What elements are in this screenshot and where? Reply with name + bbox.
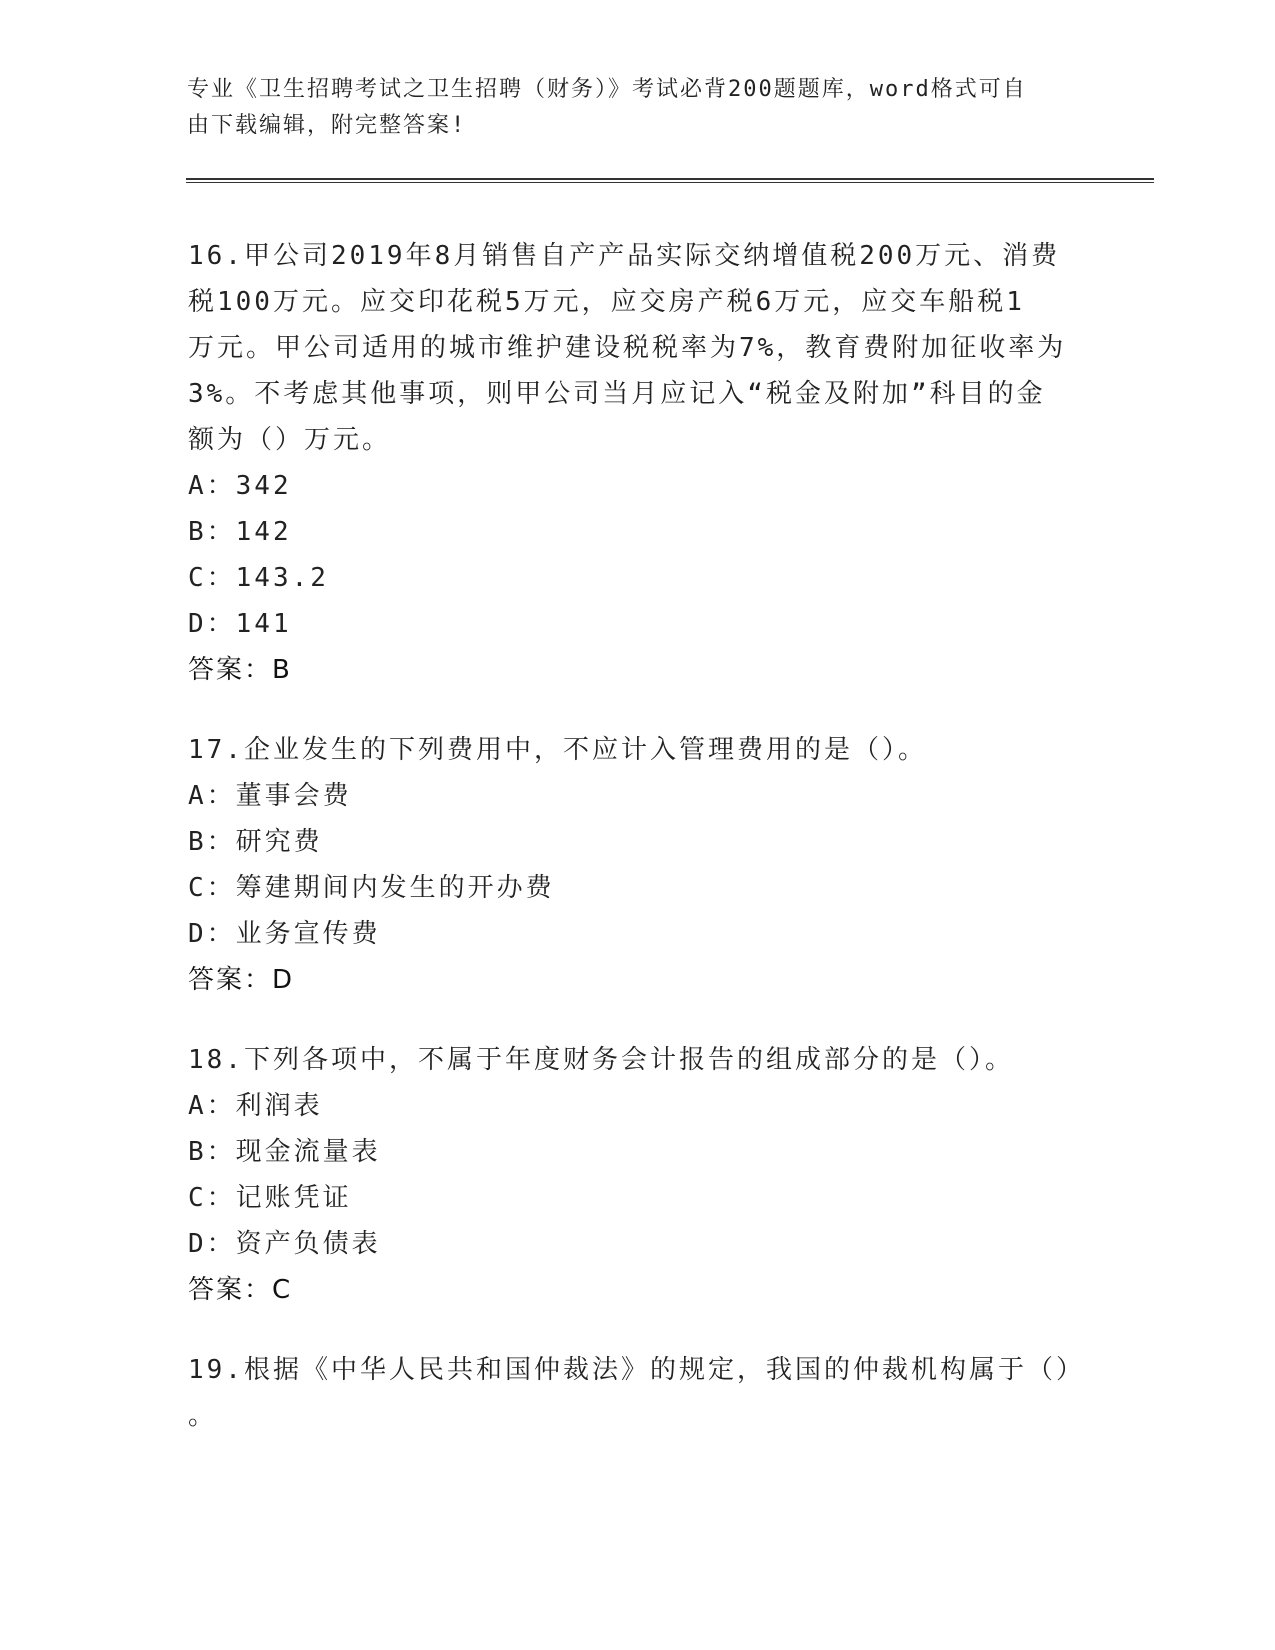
question-text-line: 16.甲公司2019年8月销售自产产品实际交纳增值税200万元、消费: [188, 241, 1061, 271]
question-16: [188, 233, 1088, 693]
answer-key: 答案：D: [188, 965, 295, 995]
question-text-line: 额为（）万元。: [188, 425, 392, 455]
question-text-line: 万元。甲公司适用的城市维护建设税税率为7%，教育费附加征收率为: [188, 333, 1067, 363]
option-c: C：143.2: [188, 563, 329, 593]
option-c: C：记账凭证: [188, 1183, 352, 1213]
option-a: A：342: [188, 471, 292, 501]
header-divider-thin: [186, 182, 1154, 183]
option-c: C：筹建期间内发生的开办费: [188, 873, 555, 903]
option-a: A：董事会费: [188, 781, 352, 811]
question-text-line: 3%。不考虑其他事项，则甲公司当月应记入“税金及附加”科目的金: [188, 379, 1046, 409]
option-a: A：利润表: [188, 1091, 323, 1121]
header-line-1: 专业《卫生招聘考试之卫生招聘（财务）》考试必背200题题库，word格式可自: [187, 77, 1027, 102]
option-b: B：研究费: [188, 827, 323, 857]
question-text-line: 税100万元。应交印花税5万元，应交房产税6万元，应交车船税1: [188, 287, 1025, 317]
header-line-2: 由下载编辑，附完整答案!: [187, 113, 467, 138]
question-text-line: 。: [188, 1401, 218, 1431]
question-18: [188, 1037, 1088, 1313]
question-list: [188, 233, 1088, 1473]
header-divider-thick: [186, 178, 1154, 180]
option-d: D：业务宣传费: [188, 919, 381, 949]
document-header: [187, 72, 1067, 144]
option-d: D：资产负债表: [188, 1229, 381, 1259]
option-b: B：142: [188, 517, 292, 547]
answer-key: 答案：C: [188, 1275, 293, 1305]
option-b: B：现金流量表: [188, 1137, 381, 1167]
option-d: D：141: [188, 609, 292, 639]
answer-key: 答案：B: [188, 655, 292, 685]
question-17: [188, 727, 1088, 1003]
question-text-line: 17.企业发生的下列费用中，不应计入管理费用的是（）。: [188, 735, 927, 765]
question-19: [188, 1347, 1088, 1439]
question-text-line: 19.根据《中华人民共和国仲裁法》的规定，我国的仲裁机构属于（）: [188, 1355, 1085, 1385]
question-text-line: 18.下列各项中，不属于年度财务会计报告的组成部分的是（）。: [188, 1045, 1014, 1075]
